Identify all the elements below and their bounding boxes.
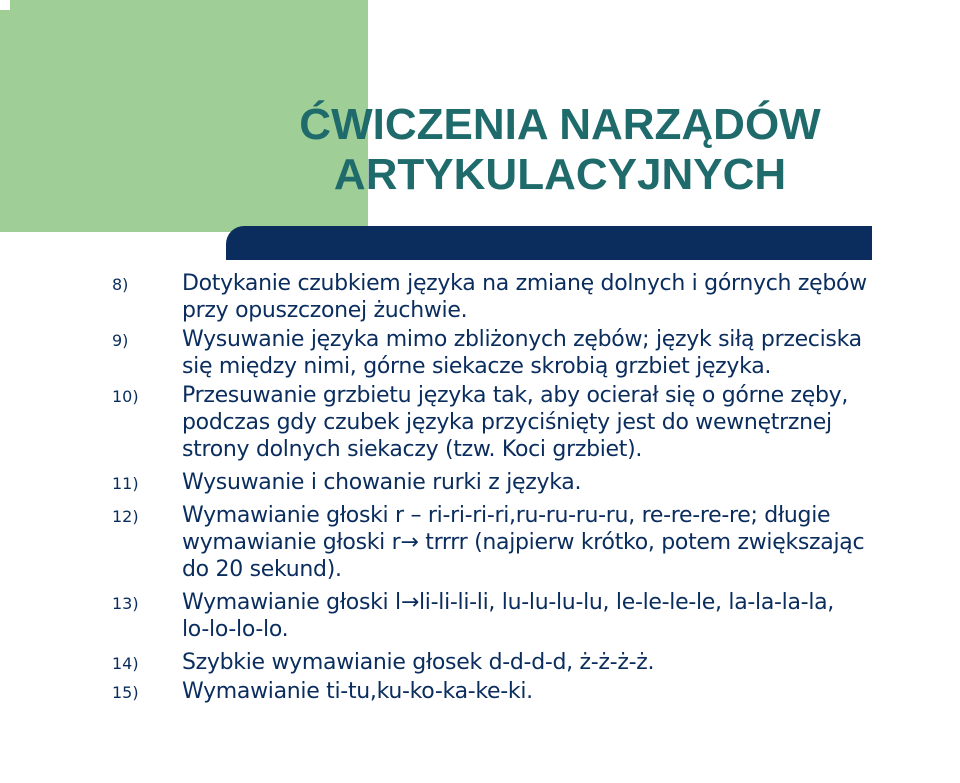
item-number: 8) bbox=[112, 275, 129, 294]
item-number: 9) bbox=[112, 331, 129, 350]
list-item bbox=[112, 678, 960, 705]
item-text bbox=[182, 382, 960, 463]
item-line: Wysuwanie języka mimo zbliżonych zębów; język siłą przeciska bbox=[182, 327, 862, 352]
item-line: Wysuwanie i chowanie rurki z języka. bbox=[182, 470, 582, 495]
item-line: Wymawianie głoski l→li-li-li-li, lu-lu-lu-lu, le-le-le-le, la-la-la-la, bbox=[182, 590, 834, 615]
item-line: podczas gdy czubek języka przyciśnięty jest do wewnętrznej bbox=[182, 410, 832, 435]
item-text bbox=[182, 678, 960, 705]
item-text bbox=[182, 270, 960, 324]
item-line: Szybkie wymawianie głosek d-d-d-d, ż-ż-ż-ż. bbox=[182, 650, 655, 675]
title-divider-bar bbox=[226, 226, 872, 260]
item-number: 11) bbox=[112, 474, 139, 493]
item-number: 10) bbox=[112, 387, 139, 406]
list-item bbox=[112, 649, 960, 676]
list-item bbox=[112, 502, 960, 583]
item-line: strony dolnych siekaczy (tzw. Koci grzbiet). bbox=[182, 437, 643, 462]
item-line: przy opuszczonej żuchwie. bbox=[182, 298, 468, 323]
item-line: się między nimi, górne siekacze skrobią grzbiet języka. bbox=[182, 354, 772, 379]
item-number: 13) bbox=[112, 594, 139, 613]
list-item bbox=[112, 589, 960, 643]
item-line: lo-lo-lo-lo. bbox=[182, 617, 289, 642]
item-text bbox=[182, 502, 960, 583]
item-text bbox=[182, 589, 960, 643]
item-line: Przesuwanie grzbietu języka tak, aby ocierał się o górne zęby, bbox=[182, 383, 849, 408]
item-number: 15) bbox=[112, 683, 139, 702]
decorative-corner bbox=[0, 0, 10, 10]
list-item bbox=[112, 326, 960, 380]
exercise-list bbox=[112, 270, 960, 705]
item-text bbox=[182, 649, 960, 676]
list-item bbox=[112, 382, 960, 463]
item-text bbox=[182, 469, 960, 496]
list-item bbox=[112, 270, 960, 324]
item-line: wymawianie głoski r→ trrrr (najpierw krótko, potem zwiększając bbox=[182, 530, 865, 555]
item-line: Dotykanie czubkiem języka na zmianę dolnych i górnych zębów bbox=[182, 271, 867, 296]
item-number: 12) bbox=[112, 507, 139, 526]
slide-title-line-1: ĆWICZENIA NARZĄDÓW bbox=[299, 100, 821, 149]
item-line: do 20 sekund). bbox=[182, 557, 342, 582]
item-line: Wymawianie ti-tu,ku-ko-ka-ke-ki. bbox=[182, 679, 533, 704]
slide-title bbox=[240, 100, 880, 200]
item-text bbox=[182, 326, 960, 380]
slide-title-line-2: ARTYKULACYJNYCH bbox=[333, 150, 787, 199]
item-number: 14) bbox=[112, 654, 139, 673]
list-item bbox=[112, 469, 960, 496]
item-line: Wymawianie głoski r – ri-ri-ri-ri,ru-ru-ru-ru, re-re-re-re; długie bbox=[182, 503, 831, 528]
